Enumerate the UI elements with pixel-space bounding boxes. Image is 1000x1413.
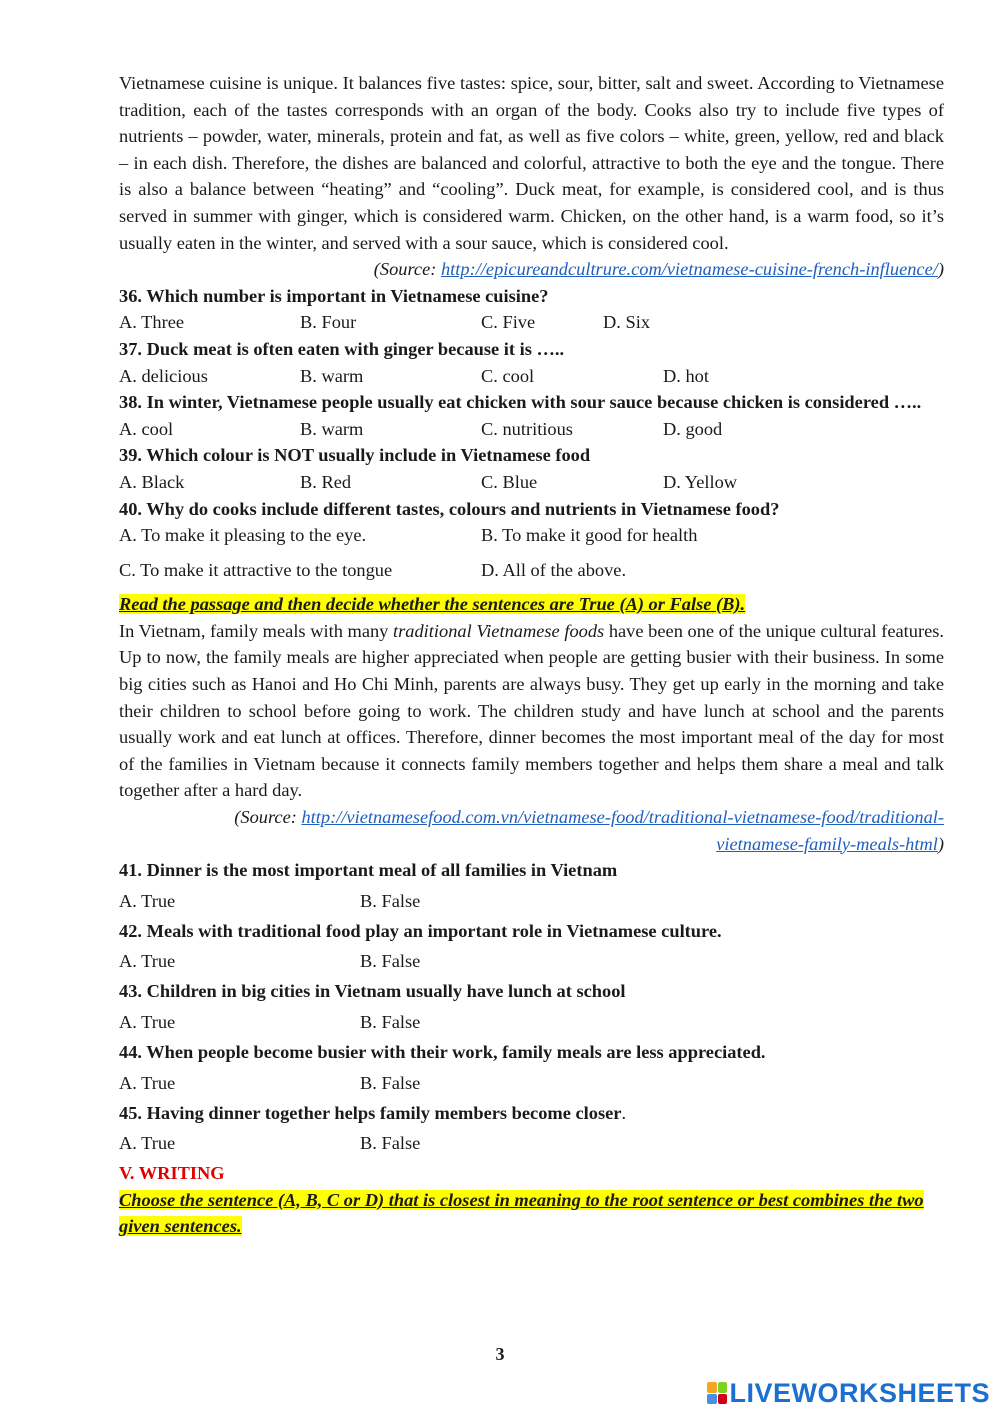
question-38: 38. In winter, Vietnamese people usually eat chicken with sour sauce because chicken is considered …..	[119, 392, 922, 413]
option-a[interactable]: A. cool	[119, 418, 174, 439]
option-b[interactable]: B. Red	[300, 471, 352, 492]
passage-2-source-link-cont[interactable]: vietnamese-family-meals-html	[716, 833, 938, 854]
worksheet-page	[119, 70, 944, 1240]
option-c[interactable]: C. Five	[481, 312, 536, 333]
option-c[interactable]: C. To make it attractive to the tongue	[119, 559, 393, 580]
option-false[interactable]: B. False	[360, 1012, 421, 1032]
option-d[interactable]: D. Yellow	[663, 471, 738, 492]
section-instruction-writing: Choose the sentence (A, B, C or D) that is closest in meaning to the root sentence or best combines the two given sentences.	[119, 1189, 924, 1237]
option-false[interactable]: B. False	[360, 1133, 421, 1154]
question-41-options	[119, 884, 944, 918]
passage-1-source-link[interactable]: http://epicureandcultrure.com/vietnamese-cuisine-french-influence/	[440, 259, 938, 280]
question-36-options	[119, 309, 944, 336]
option-a[interactable]: A. delicious	[119, 365, 208, 386]
option-true[interactable]: A. True	[119, 1072, 176, 1093]
option-d[interactable]: D. good	[663, 418, 723, 439]
question-40: 40. Why do cooks include different tastes, colours and nutrients in Vietnamese food?	[119, 498, 780, 519]
question-40-options-row-2	[119, 557, 944, 584]
question-39: 39. Which colour is NOT usually include in Vietnamese food	[119, 445, 591, 466]
option-c[interactable]: C. nutritious	[481, 418, 573, 439]
passage-1-source: (Source: http://epicureandcultrure.com/vietnamese-cuisine-french-influence/)	[373, 259, 944, 280]
option-b[interactable]: B. warm	[300, 418, 364, 439]
passage-2-source: (Source: http://vietnamesefood.com.vn/vietnamese-food/traditional-vietnamese-food/traditional- vietnamese-family-meals-html)	[234, 807, 944, 854]
question-37-options	[119, 363, 944, 390]
passage-2-source-link[interactable]: http://vietnamesefood.com.vn/vietnamese-food/traditional-vietnamese-food/traditional-	[301, 807, 944, 828]
question-45-options	[119, 1126, 944, 1160]
option-true[interactable]: A. True	[119, 1133, 176, 1154]
page-number: 3	[495, 1344, 505, 1364]
option-d[interactable]: D. All of the above.	[481, 559, 627, 580]
reading-passage-1: Vietnamese cuisine is unique. It balances five tastes: spice, sour, bitter, salt and sweet. According to Vietnamese tradition, each of the tastes corresponds with an organ of the body. Cooks also try to include five types of nutrients – powder, water, minerals, protein and fat, as well as five colors – white, green, yellow, red and black – in each dish. Therefore, the dishes are balanced and colorful, attractive to both the eye and the tongue. There is also a balance between “heating” and “cooling”. Duck meat, for example, is considered cool, and is thus served in summer with ginger, which is considered warm. Chicken, on the other hand, is a warm food, so it’s usually eaten in the winter, and served with a sour sauce, which is considered cool.	[119, 73, 944, 253]
question-37: 37. Duck meat is often eaten with ginger because it is …..	[119, 338, 565, 359]
question-40-options-row-1	[119, 522, 944, 549]
question-45: 45. Having dinner together helps family members become closer.	[119, 1102, 627, 1123]
option-a[interactable]: A. To make it pleasing to the eye.	[119, 525, 367, 546]
question-41: 41. Dinner is the most important meal of all families in Vietnam	[119, 860, 618, 881]
question-36: 36. Which number is important in Vietnamese cuisine?	[119, 285, 549, 306]
option-c[interactable]: C. Blue	[481, 471, 538, 492]
option-a[interactable]: A. Black	[119, 471, 185, 492]
question-44: 44. When people become busier with their work, family meals are less appreciated.	[119, 1042, 766, 1062]
option-true[interactable]: A. True	[119, 951, 176, 972]
option-b[interactable]: B. To make it good for health	[481, 525, 698, 546]
option-false[interactable]: B. False	[360, 951, 421, 972]
question-39-options	[119, 469, 944, 496]
question-44-options	[119, 1066, 944, 1100]
option-d[interactable]: D. hot	[663, 365, 709, 386]
question-42: 42. Meals with traditional food play an important role in Vietnamese culture.	[119, 920, 722, 941]
reading-passage-2: In Vietnam, family meals with many traditional Vietnamese foods have been one of the unique cultural features. Up to now, the family meals are higher appreciated when people are getting busier with their business. In some big cities such as Hanoi and Ho Chi Minh, parents are always busy. They get up early in the morning and take their children to school before going to work. The children study and have lunch at school and the parents usually work and eat lunch at offices. Therefore, dinner becomes the most important meal of the day for most of the families in Vietnam because it connects family members together and helps them share a meal and talk together after a hard day.	[119, 620, 944, 801]
liveworksheets-logo-icon	[707, 1382, 727, 1404]
option-true[interactable]: A. True	[119, 890, 176, 911]
section-heading-writing: V. WRITING	[119, 1163, 225, 1184]
option-b[interactable]: B. Four	[300, 312, 357, 333]
question-43-options	[119, 1005, 944, 1039]
section-instruction-true-false: Read the passage and then decide whether the sentences are True (A) or False (B).	[119, 594, 746, 615]
option-c[interactable]: C. cool	[481, 365, 535, 386]
option-a[interactable]: A. Three	[119, 312, 185, 333]
option-b[interactable]: B. warm	[300, 365, 364, 386]
question-42-options	[119, 944, 944, 978]
liveworksheets-brand	[707, 1378, 990, 1408]
option-d[interactable]: D. Six	[603, 312, 651, 333]
brand-name: LIVEWORKSHEETS	[729, 1377, 990, 1408]
question-38-options	[119, 416, 944, 443]
option-false[interactable]: B. False	[360, 1072, 421, 1093]
question-43: 43. Children in big cities in Vietnam usually have lunch at school	[119, 981, 626, 1002]
option-true[interactable]: A. True	[119, 1012, 176, 1032]
option-false[interactable]: B. False	[360, 890, 421, 911]
